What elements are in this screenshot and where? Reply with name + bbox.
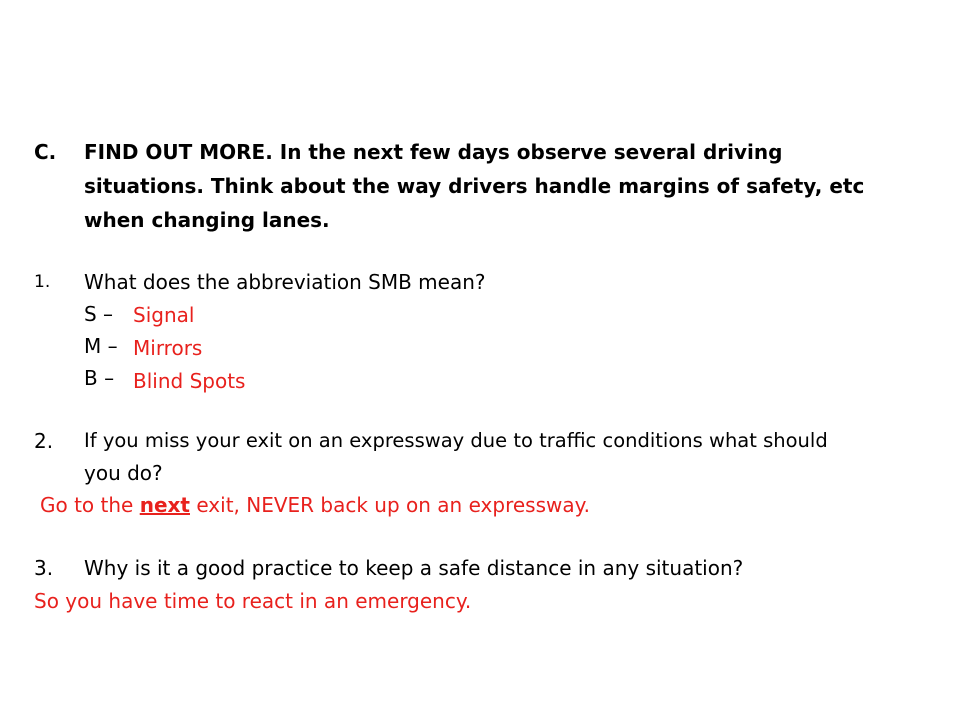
section-c-line-1: FIND OUT MORE. In the next few days observe several driving bbox=[84, 140, 783, 164]
question-1-number: 1. bbox=[34, 272, 51, 292]
question-2-line-2: you do? bbox=[84, 461, 163, 485]
answer-part-after: exit, NEVER back up on an expressway. bbox=[189, 493, 590, 517]
question-2-line-1: If you miss your exit on an expressway due to traffic conditions what should bbox=[84, 429, 828, 452]
smb-letter-b: B – bbox=[84, 366, 115, 390]
question-3-number: 3. bbox=[34, 556, 54, 580]
question-3-answer: So you have time to react in an emergency. bbox=[34, 589, 472, 613]
section-c-line-3: when changing lanes. bbox=[84, 208, 330, 232]
smb-answer-mirrors: Mirrors bbox=[133, 336, 203, 360]
smb-letter-s: S – bbox=[84, 302, 114, 326]
question-1-text: What does the abbreviation SMB mean? bbox=[84, 270, 486, 294]
section-c-marker: C. bbox=[34, 140, 57, 164]
question-2-number: 2. bbox=[34, 429, 54, 453]
answer-emphasis-next: next bbox=[139, 493, 190, 517]
question-3-text: Why is it a good practice to keep a safe distance in any situation? bbox=[84, 556, 744, 580]
smb-answer-blind-spots: Blind Spots bbox=[133, 369, 246, 393]
answer-part-before: Go to the bbox=[40, 493, 140, 517]
section-c-line-2: situations. Think about the way drivers handle margins of safety, etc bbox=[84, 174, 865, 198]
smb-answer-signal: Signal bbox=[133, 303, 195, 327]
smb-letter-m: M – bbox=[84, 334, 118, 358]
question-2-answer bbox=[40, 489, 590, 521]
